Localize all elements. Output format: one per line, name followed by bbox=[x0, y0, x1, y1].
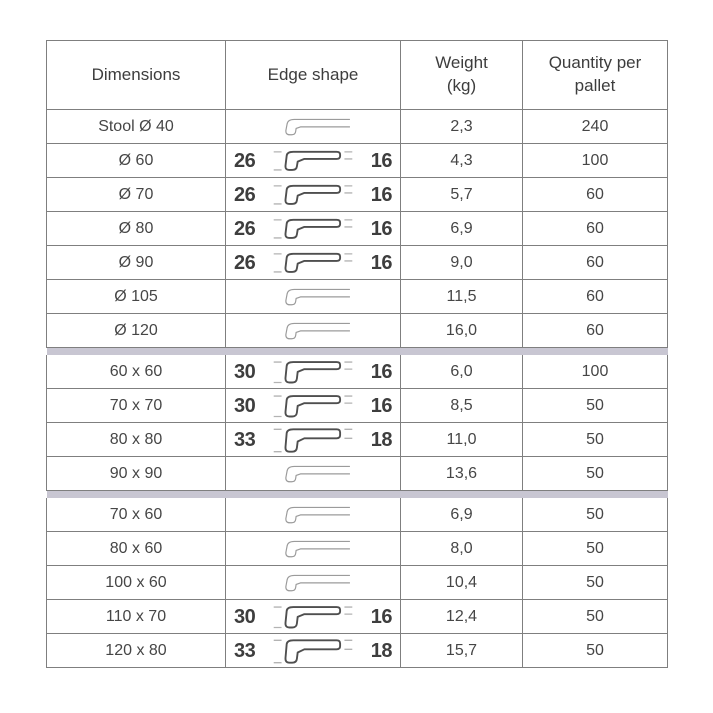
dimension-cell: Stool Ø 40 bbox=[47, 110, 226, 144]
quantity-cell: 60 bbox=[523, 178, 668, 212]
weight-cell: 13,6 bbox=[401, 457, 523, 491]
table-row bbox=[47, 532, 668, 566]
weight-cell: 8,0 bbox=[401, 532, 523, 566]
weight-cell: 2,3 bbox=[401, 110, 523, 144]
weight-cell: 11,5 bbox=[401, 280, 523, 314]
quantity-cell: 240 bbox=[523, 110, 668, 144]
edge-height-label: 30 bbox=[234, 360, 256, 383]
divider-band bbox=[47, 348, 668, 356]
dimension-cell: 60 x 60 bbox=[47, 355, 226, 389]
edge-profile-icon bbox=[263, 389, 363, 422]
edge-shape-cell bbox=[226, 212, 401, 246]
section-divider bbox=[47, 348, 668, 356]
edge-shape-cell bbox=[226, 532, 401, 566]
edge-shape-cell bbox=[226, 246, 401, 280]
weight-cell: 5,7 bbox=[401, 178, 523, 212]
quantity-cell: 60 bbox=[523, 246, 668, 280]
edge-shape-cell bbox=[226, 634, 401, 668]
weight-cell: 12,4 bbox=[401, 600, 523, 634]
weight-cell: 4,3 bbox=[401, 144, 523, 178]
edge-shape-cell bbox=[226, 423, 401, 457]
dimension-cell: 110 x 70 bbox=[47, 600, 226, 634]
edge-thickness-label: 16 bbox=[370, 605, 392, 628]
quantity-cell: 50 bbox=[523, 389, 668, 423]
dimension-cell: 70 x 60 bbox=[47, 498, 226, 532]
table-row bbox=[47, 212, 668, 246]
edge-profile-icon bbox=[263, 498, 363, 531]
edge-shape-cell bbox=[226, 280, 401, 314]
edge-profile-icon bbox=[263, 110, 363, 143]
table-row bbox=[47, 566, 668, 600]
quantity-cell: 60 bbox=[523, 314, 668, 348]
weight-cell: 6,9 bbox=[401, 498, 523, 532]
table-row bbox=[47, 634, 668, 668]
edge-profile-icon bbox=[263, 457, 363, 490]
quantity-cell: 60 bbox=[523, 280, 668, 314]
edge-thickness-label: 16 bbox=[370, 394, 392, 417]
quantity-cell: 50 bbox=[523, 600, 668, 634]
dimension-cell: Ø 120 bbox=[47, 314, 226, 348]
weight-cell: 6,0 bbox=[401, 355, 523, 389]
edge-shape-cell bbox=[226, 144, 401, 178]
dimension-cell: 70 x 70 bbox=[47, 389, 226, 423]
edge-profile-icon bbox=[263, 246, 363, 279]
edge-shape-cell bbox=[226, 314, 401, 348]
table-row bbox=[47, 280, 668, 314]
weight-cell: 10,4 bbox=[401, 566, 523, 600]
weight-cell: 8,5 bbox=[401, 389, 523, 423]
edge-thickness-label: 16 bbox=[370, 251, 392, 274]
edge-profile-icon bbox=[263, 178, 363, 211]
edge-thickness-label: 16 bbox=[370, 183, 392, 206]
header-quantity: Quantity per pallet bbox=[523, 41, 668, 110]
dimension-cell: 80 x 60 bbox=[47, 532, 226, 566]
header-weight: Weight (kg) bbox=[401, 41, 523, 110]
quantity-cell: 100 bbox=[523, 355, 668, 389]
dimension-cell: 90 x 90 bbox=[47, 457, 226, 491]
dimension-cell: 100 x 60 bbox=[47, 566, 226, 600]
header-dimensions: Dimensions bbox=[47, 41, 226, 110]
edge-height-label: 33 bbox=[234, 428, 256, 451]
edge-profile-icon bbox=[263, 532, 363, 565]
edge-profile-icon bbox=[263, 280, 363, 313]
quantity-cell: 100 bbox=[523, 144, 668, 178]
edge-profile-icon bbox=[263, 314, 363, 347]
edge-profile-icon bbox=[263, 212, 363, 245]
weight-cell: 6,9 bbox=[401, 212, 523, 246]
edge-height-label: 26 bbox=[234, 149, 256, 172]
dimension-cell: Ø 105 bbox=[47, 280, 226, 314]
quantity-cell: 60 bbox=[523, 212, 668, 246]
table-row bbox=[47, 389, 668, 423]
edge-shape-cell bbox=[226, 389, 401, 423]
edge-profile-icon bbox=[263, 355, 363, 388]
divider-band bbox=[47, 491, 668, 499]
table-row bbox=[47, 246, 668, 280]
edge-profile-icon bbox=[263, 634, 363, 667]
dimension-cell: Ø 90 bbox=[47, 246, 226, 280]
edge-height-label: 30 bbox=[234, 605, 256, 628]
table-row bbox=[47, 457, 668, 491]
dimension-cell: Ø 80 bbox=[47, 212, 226, 246]
edge-profile-icon bbox=[263, 566, 363, 599]
edge-thickness-label: 18 bbox=[370, 428, 392, 451]
table-row bbox=[47, 314, 668, 348]
edge-thickness-label: 16 bbox=[370, 360, 392, 383]
table-row bbox=[47, 178, 668, 212]
edge-thickness-label: 16 bbox=[370, 149, 392, 172]
edge-height-label: 30 bbox=[234, 394, 256, 417]
edge-shape-cell bbox=[226, 178, 401, 212]
quantity-cell: 50 bbox=[523, 457, 668, 491]
edge-profile-icon bbox=[263, 423, 363, 456]
table-row bbox=[47, 355, 668, 389]
edge-height-label: 26 bbox=[234, 251, 256, 274]
quantity-cell: 50 bbox=[523, 532, 668, 566]
edge-height-label: 26 bbox=[234, 217, 256, 240]
quantity-cell: 50 bbox=[523, 498, 668, 532]
edge-profile-icon bbox=[263, 144, 363, 177]
header-edge-shape: Edge shape bbox=[226, 41, 401, 110]
table-row bbox=[47, 600, 668, 634]
dimension-cell: 80 x 80 bbox=[47, 423, 226, 457]
weight-cell: 16,0 bbox=[401, 314, 523, 348]
table-row bbox=[47, 144, 668, 178]
edge-profile-icon bbox=[263, 600, 363, 633]
weight-cell: 15,7 bbox=[401, 634, 523, 668]
edge-shape-cell bbox=[226, 355, 401, 389]
edge-shape-cell bbox=[226, 498, 401, 532]
dimension-cell: Ø 60 bbox=[47, 144, 226, 178]
edge-height-label: 26 bbox=[234, 183, 256, 206]
table-row bbox=[47, 423, 668, 457]
edge-height-label: 33 bbox=[234, 639, 256, 662]
edge-shape-cell bbox=[226, 566, 401, 600]
edge-thickness-label: 18 bbox=[370, 639, 392, 662]
dimension-cell: Ø 70 bbox=[47, 178, 226, 212]
quantity-cell: 50 bbox=[523, 566, 668, 600]
section-divider bbox=[47, 491, 668, 499]
dimension-cell: 120 x 80 bbox=[47, 634, 226, 668]
edge-shape-cell bbox=[226, 600, 401, 634]
table-row bbox=[47, 498, 668, 532]
edge-shape-cell bbox=[226, 110, 401, 144]
edge-shape-cell bbox=[226, 457, 401, 491]
quantity-cell: 50 bbox=[523, 634, 668, 668]
specifications-table bbox=[46, 40, 668, 668]
weight-cell: 11,0 bbox=[401, 423, 523, 457]
header-row bbox=[47, 41, 668, 110]
table-row bbox=[47, 110, 668, 144]
weight-cell: 9,0 bbox=[401, 246, 523, 280]
quantity-cell: 50 bbox=[523, 423, 668, 457]
edge-thickness-label: 16 bbox=[370, 217, 392, 240]
